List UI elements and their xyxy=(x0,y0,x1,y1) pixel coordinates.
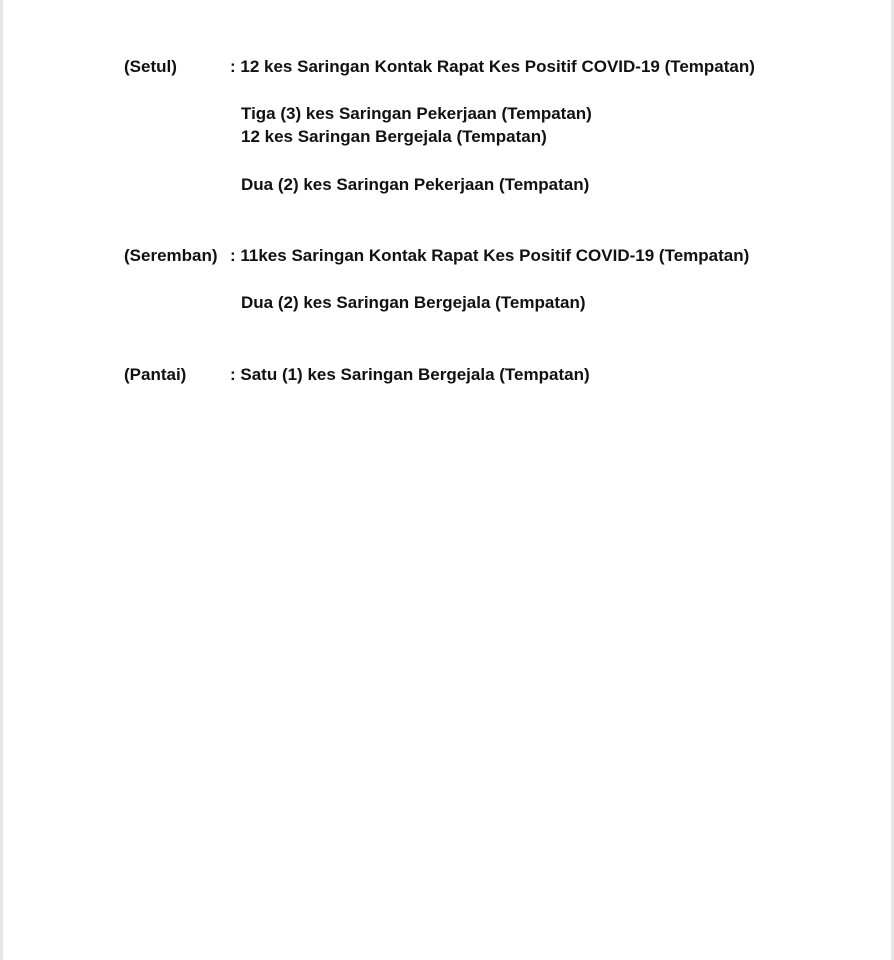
section-entry: : 11kes Saringan Kontak Rapat Kes Positif COVID-19 (Tempatan) xyxy=(230,246,750,265)
section-label: (Pantai) xyxy=(124,365,187,384)
section-entry: Tiga (3) kes Saringan Pekerjaan (Tempatan) xyxy=(241,104,592,123)
section-entry: Dua (2) kes Saringan Pekerjaan (Tempatan) xyxy=(241,175,590,194)
section-entry: 12 kes Saringan Bergejala (Tempatan) xyxy=(241,127,547,146)
section-label: (Seremban) xyxy=(124,246,218,265)
section-label: (Setul) xyxy=(124,57,177,76)
section-entry: : 12 kes Saringan Kontak Rapat Kes Positif COVID-19 (Tempatan) xyxy=(230,57,755,76)
section-entry: : Satu (1) kes Saringan Bergejala (Tempatan) xyxy=(230,365,590,384)
section-entry: Dua (2) kes Saringan Bergejala (Tempatan) xyxy=(241,293,586,312)
page-edge-left xyxy=(0,0,3,960)
